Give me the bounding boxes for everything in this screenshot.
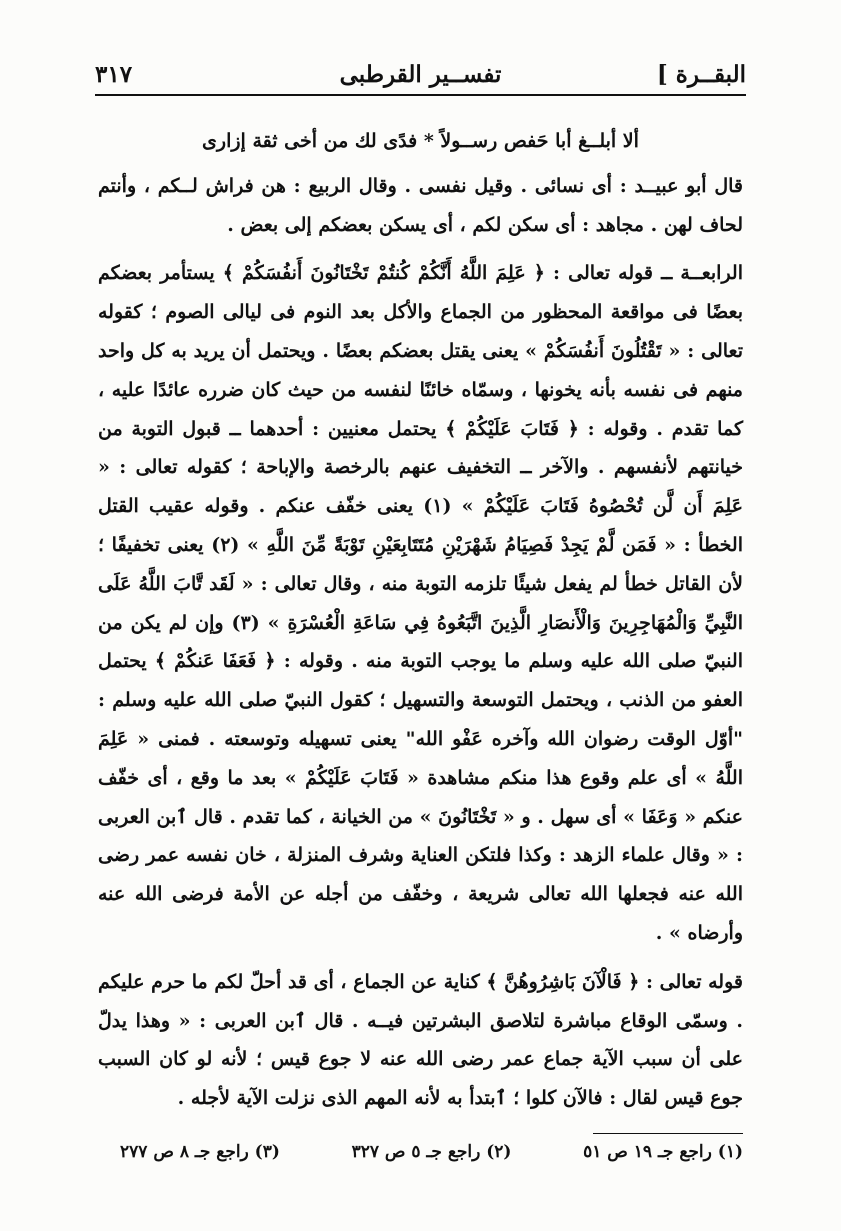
footnote-1: (١) راجع جـ ١٩ ص ٥١ <box>583 1142 743 1162</box>
footnotes <box>120 1138 743 1168</box>
surah-name: البقــرة ] <box>656 61 746 88</box>
footnote-divider <box>593 1133 743 1134</box>
main-text <box>98 122 743 1118</box>
paragraph-fourth-point: الرابعــة ــ قوله تعالى : ﴿ عَلِمَ اللَّهُ أَنَّكُمْ كُنتُمْ تَخْتَانُونَ أَنفُسَكُمْ ﴾ يستأمر بعضكم بعضًا فى مواقعة المحظور من الجماع والأكل بعد النوم فى ليالى الصوم ؛ كقوله تعالى : « تَقْتُلُونَ أَنفُسَكُمْ » يعنى يقتل بعضكم بعضًا . ويحتمل أن يريد به كل واحد منهم فى نفسه بأنه يخونها ، وسمّاه خائنًا لنفسه من حيث كان ضرره عائدًا عليه ، كما تقدم . وقوله : ﴿ فَتَابَ عَلَيْكُمْ ﴾ يحتمل معنيين : أحدهما ــ قبول التوبة من خيانتهم لأنفسهم . والآخر ــ التخفيف عنهم بالرخصة والإباحة ؛ كقوله تعالى : « عَلِمَ أَن لَّن تُحْصُوهُ فَتَابَ عَلَيْكُمْ » (١) يعنى خفّف عنكم . وقوله عقيب القتل الخطأ : « فَمَن لَّمْ يَجِدْ فَصِيَامُ شَهْرَيْنِ مُتَتَابِعَيْنِ تَوْبَةً مِّنَ اللَّهِ » (٢) يعنى تخفيفًا ؛ لأن القاتل خطأ لم يفعل شيئًا تلزمه التوبة منه ، وقال تعالى : « لَقَد تَّابَ اللَّهُ عَلَى النَّبِيِّ وَالْمُهَاجِرِينَ وَالْأَنصَارِ الَّذِينَ اتَّبَعُوهُ فِي سَاعَةِ الْعُسْرَةِ » (٣) وإن لم يكن من النبيّ صلى الله عليه وسلم ما يوجب التوبة منه . وقوله : ﴿ فَعَفَا عَنكُمْ ﴾ يحتمل العفو من الذنب ، ويحتمل التوسعة والتسهيل ؛ كقول النبيّ صلى الله عليه وسلم : "أوّل الوقت رضوان الله وآخره عَفْو الله" يعنى تسهيله وتوسعته . فمنى « عَلِمَ اللَّهُ » أى علم وقوع هذا منكم مشاهدة « فَتَابَ عَلَيْكُمْ » بعد ما وقع ، أى خفّف عنكم « وَعَفَا » أى سهل . و « تَخْتَانُونَ » من الخيانة ، كما تقدم . قال ٱبن العربى : « وقال علماء الزهد : وكذا فلتكن العناية وشرف المنزلة ، خان نفسه عمر رضى الله عنه فجعلها الله تعالى شريعة ، وخفّف من أجله عن الأمة فرضى الله عنه وأرضاه » . <box>98 262 744 944</box>
running-header <box>95 58 746 96</box>
paragraph-abu-ubaid: قال أبو عبيــد : أى نسائى . وقيل نفسى . وقال الربيع : هن فراش لــكم ، وأنتم لحاف لهن . مجاهد : أى سكن لكم ، أى يسكن بعضكم إلى بعض . <box>98 174 743 236</box>
footnote-2: (٢) راجع جـ ٥ ص ٣٢٧ <box>351 1142 512 1162</box>
page-number: ٣١٧ <box>95 61 133 88</box>
book-title: تفســير القرطبى <box>339 61 502 88</box>
footnote-3: (٣) راجع جـ ٨ ص ٢٧٧ <box>120 1142 280 1162</box>
paragraph-fa-al-aan: قوله تعالى : ﴿ فَالْآنَ بَاشِرُوهُنَّ ﴾ كناية عن الجماع ، أى قد أحلّ لكم ما حرم عليكم . وسمّى الوقاع مباشرة لتلاصق البشرتين فيــه . قال ٱبن العربى : « وهذا يدلّ على أن سبب الآية جماع عمر رضى الله عنه لا جوع قيس ؛ لأنه لو كان السبب جوع قيس لقال : فالآن كلوا ؛ ٱبتدأ به لأنه المهم الذى نزلت الآية لأجله . <box>98 970 743 1110</box>
poetry-verse: ألا أبلــغ أبا حَفص رســولاً * فدًى لك من أخى ثقة إزارى <box>202 130 639 152</box>
